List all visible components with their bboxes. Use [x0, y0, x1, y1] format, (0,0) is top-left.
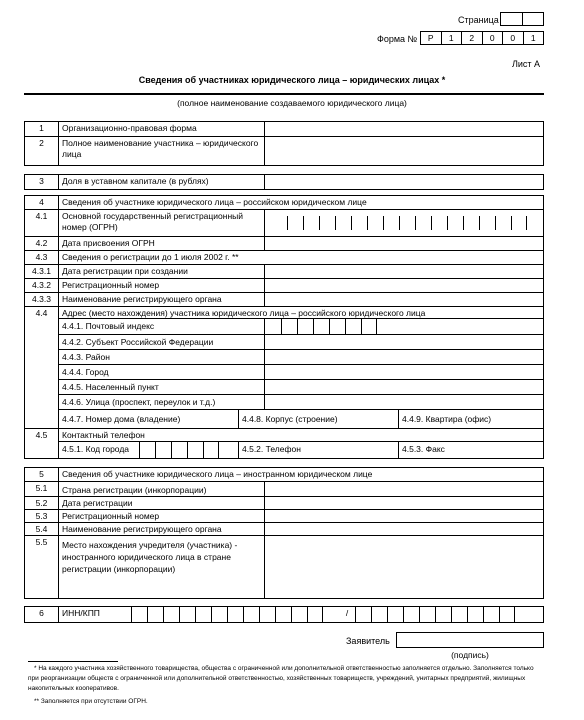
section-6-table	[24, 606, 544, 623]
form-number-char: 0	[483, 32, 504, 44]
fax-field[interactable]: 4.5.3. Факс	[402, 444, 445, 454]
house-number-field[interactable]: 4.4.7. Номер дома (владение)	[59, 410, 239, 428]
form-number-char: 2	[462, 32, 483, 44]
section-5-table	[24, 467, 544, 599]
form-number-char: 1	[530, 33, 536, 43]
table-row: 5 Сведения об участнике юридического лица – иностранном юридическом лице	[25, 468, 543, 482]
table-row: 2 Полное наименование участника – юридического лица	[25, 137, 543, 165]
table-row: 4 Сведения об участнике юридического лица – российском юридическом лице	[25, 196, 543, 210]
apartment-field[interactable]: 4.4.9. Квартира (офис)	[402, 414, 492, 424]
table-row: 5.2 Дата регистрации	[25, 497, 543, 510]
table-row: 4.2 Дата присвоения ОГРН	[25, 237, 543, 251]
postal-code-field[interactable]	[265, 319, 543, 334]
phone-field[interactable]: 4.5.2. Телефон	[239, 442, 399, 458]
page-subtitle: (полное наименование создаваемого юридического лица)	[177, 98, 407, 108]
inn-kpp-separator: /	[345, 608, 349, 618]
registration-number-field[interactable]	[265, 279, 543, 292]
sheet-label: Лист А	[512, 59, 541, 69]
foreign-authority-field[interactable]	[265, 523, 543, 535]
table-row: 4.3.2 Регистрационный номер	[25, 279, 543, 293]
section-1-table	[24, 121, 544, 166]
address-block: 4.4 Адрес (место нахождения) участника юридического лица – российского юридического лица 4.4.1. Почтовый индекс 4.4.2. Субъект Российской Федерации 4.4.3. Район 4.4.4. Город 4.4.5. Населенный пункт 4.4.6. Улица (проспект, переулок и т.д.) 4.4.7. Номер дома (владение) 4.4.8. Корпус (строение) 4.4.9. Квартира (офис)	[25, 307, 543, 429]
footnote-2: ** Заполняется при отсутствии ОГРН.	[34, 698, 148, 705]
section-4-table	[24, 195, 544, 459]
page-label: Страница	[458, 15, 499, 25]
table-row: 1 Организационно-правовая форма	[25, 122, 543, 137]
table-row: 5.1 Страна регистрации (инкорпорации)	[25, 482, 543, 497]
inn-boxes	[131, 607, 323, 622]
kpp-boxes	[355, 607, 515, 622]
page-title: Сведения об участниках юридического лица – юридических лицах *	[138, 75, 446, 85]
ogrn-date-field[interactable]	[265, 237, 543, 250]
region-field[interactable]	[265, 335, 543, 349]
city-field[interactable]	[265, 365, 543, 379]
signature-field[interactable]	[396, 632, 544, 648]
district-field[interactable]	[265, 350, 543, 364]
table-row: 5.5 Место нахождения учредителя (участника) - иностранного юридического лица в стране регистрации (инкорпорации)	[25, 536, 543, 598]
registering-authority-field[interactable]	[265, 293, 543, 306]
page-number-boxes[interactable]	[500, 12, 544, 26]
foreign-registration-date-field[interactable]	[265, 497, 543, 509]
title-underline	[24, 93, 544, 95]
building-field[interactable]: 4.4.8. Корпус (строение)	[239, 410, 399, 428]
locality-field[interactable]	[265, 380, 543, 394]
form-number-char: Р	[421, 32, 442, 44]
ogrn-digit-boxes	[287, 216, 527, 230]
table-row: 4.1 Основной государственный регистрационный номер (ОГРН)	[25, 210, 543, 237]
form-number-boxes	[420, 31, 544, 45]
form-number-char: 1	[442, 32, 463, 44]
table-row: 4.3.3 Наименование регистрирующего органа	[25, 293, 543, 307]
foreign-address-field[interactable]	[265, 536, 543, 598]
form-number-char: 0	[503, 32, 524, 44]
applicant-label: Заявитель	[346, 636, 390, 646]
table-row: 4.3 Сведения о регистрации до 1 июля 2002 г. **	[25, 251, 543, 265]
city-code-field[interactable]	[139, 442, 239, 458]
foreign-registration-number-field[interactable]	[265, 510, 543, 522]
country-field[interactable]	[265, 482, 543, 496]
registration-date-field[interactable]	[265, 265, 543, 278]
section-3-table	[24, 174, 544, 190]
table-row: 3 Доля в уставном капитале (в рублях)	[25, 175, 543, 189]
table-row: 4.3.1 Дата регистрации при создании	[25, 265, 543, 279]
org-form-field[interactable]	[265, 122, 543, 136]
inn-kpp-field[interactable]	[131, 607, 543, 622]
street-field[interactable]	[265, 395, 543, 409]
footnote-1: * На каждого участника хозяйственного товарищества, общества с ограниченной или дополнительной ответственностью заполняется отдельно. Заполняется только при реорганизации обществ с ограниченной или дополнительной ответственностью, хозяйственных товариществ, учреждений, унитарных предприятий, жилищных накопительных кооперативов.	[28, 665, 534, 692]
postal-code-boxes	[265, 319, 377, 334]
ogrn-field[interactable]	[265, 210, 543, 236]
table-row: 5.4 Наименование регистрирующего органа	[25, 523, 543, 536]
table-row: 6 ИНН/КПП /	[25, 607, 543, 622]
contact-block: 4.5 Контактный телефон 4.5.1. Код города 4.5.2. Телефон 4.5.3. Факс	[25, 429, 543, 458]
capital-share-field[interactable]	[265, 175, 543, 189]
footnote-divider	[28, 661, 118, 662]
signature-caption: (подпись)	[451, 650, 489, 660]
table-row: 5.3 Регистрационный номер	[25, 510, 543, 523]
participant-name-field[interactable]	[265, 137, 543, 165]
form-label: Форма №	[377, 34, 418, 44]
